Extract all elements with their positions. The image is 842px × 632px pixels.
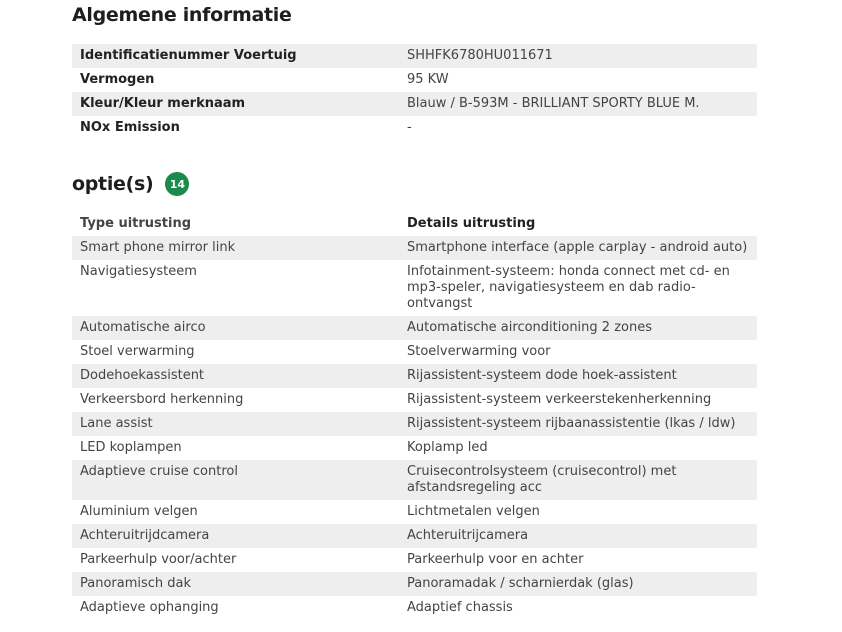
general-label: NOx Emission	[80, 120, 180, 135]
general-value: Blauw / B-593M - BRILLIANT SPORTY BLUE M.	[407, 96, 700, 111]
option-details: Rijassistent-systeem verkeerstekenherkenning	[407, 392, 712, 407]
options-count-badge: 14	[165, 172, 189, 196]
option-type: Adaptieve ophanging	[80, 600, 219, 615]
option-details: Infotainment-systeem: honda connect met cd- en mp3-speler, navigatiesysteem en dab radio-ontvangst	[407, 264, 730, 311]
options-header-type: Type uitrusting	[80, 216, 192, 231]
option-details: Adaptief chassis	[407, 600, 513, 615]
table-row	[72, 340, 757, 364]
table-row	[72, 260, 757, 316]
table-row	[72, 436, 757, 460]
general-row-vin	[72, 44, 757, 68]
general-info-title: Algemene informatie	[72, 4, 292, 26]
options-header-details: Details uitrusting	[407, 216, 536, 231]
general-value: -	[407, 120, 412, 135]
table-row	[72, 460, 757, 500]
general-value: SHHFK6780HU011671	[407, 48, 553, 63]
option-type: Stoel verwarming	[80, 344, 195, 359]
option-details: Lichtmetalen velgen	[407, 504, 540, 519]
option-type: Panoramisch dak	[80, 576, 192, 591]
option-type: Aluminium velgen	[80, 504, 198, 519]
option-type: Achteruitrijdcamera	[80, 528, 210, 543]
option-details: Stoelverwarming voor	[407, 344, 551, 359]
options-title	[72, 172, 189, 196]
options-title-text: optie(s)	[72, 173, 154, 195]
option-type: Parkeerhulp voor/achter	[80, 552, 237, 567]
option-details: Koplamp led	[407, 440, 488, 455]
general-value: 95 KW	[407, 72, 449, 87]
option-type: Dodehoekassistent	[80, 368, 205, 383]
option-type: LED koplampen	[80, 440, 182, 455]
general-label: Identificatienummer Voertuig	[80, 48, 297, 63]
option-details: Rijassistent-systeem rijbaanassistentie (lkas / ldw)	[407, 416, 736, 431]
option-details: Panoramadak / scharnierdak (glas)	[407, 576, 634, 591]
option-details: Rijassistent-systeem dode hoek-assistent	[407, 368, 677, 383]
option-type: Navigatiesysteem	[80, 264, 197, 279]
table-row	[72, 316, 757, 340]
table-row	[72, 524, 757, 548]
option-type: Adaptieve cruise control	[80, 464, 238, 479]
table-row	[72, 500, 757, 524]
option-type: Lane assist	[80, 416, 153, 431]
option-details: Cruisecontrolsysteem (cruisecontrol) met afstandsregeling acc	[407, 464, 677, 495]
general-row-nox	[72, 116, 757, 140]
option-details: Achteruitrijcamera	[407, 528, 529, 543]
table-row	[72, 412, 757, 436]
table-row	[72, 596, 757, 620]
option-type: Smart phone mirror link	[80, 240, 236, 255]
option-details: Automatische airconditioning 2 zones	[407, 320, 652, 335]
general-row-color	[72, 92, 757, 116]
general-row-power	[72, 68, 757, 92]
table-row	[72, 364, 757, 388]
option-type: Verkeersbord herkenning	[80, 392, 244, 407]
option-details: Smartphone interface (apple carplay - android auto)	[407, 240, 748, 255]
general-label: Kleur/Kleur merknaam	[80, 96, 246, 111]
table-row	[72, 236, 757, 260]
option-details: Parkeerhulp voor en achter	[407, 552, 584, 567]
table-row	[72, 572, 757, 596]
general-label: Vermogen	[80, 72, 155, 87]
table-row	[72, 388, 757, 412]
option-type: Automatische airco	[80, 320, 206, 335]
options-table	[72, 212, 757, 620]
general-info-table	[72, 44, 757, 140]
table-row	[72, 548, 757, 572]
options-header-row	[72, 212, 757, 236]
